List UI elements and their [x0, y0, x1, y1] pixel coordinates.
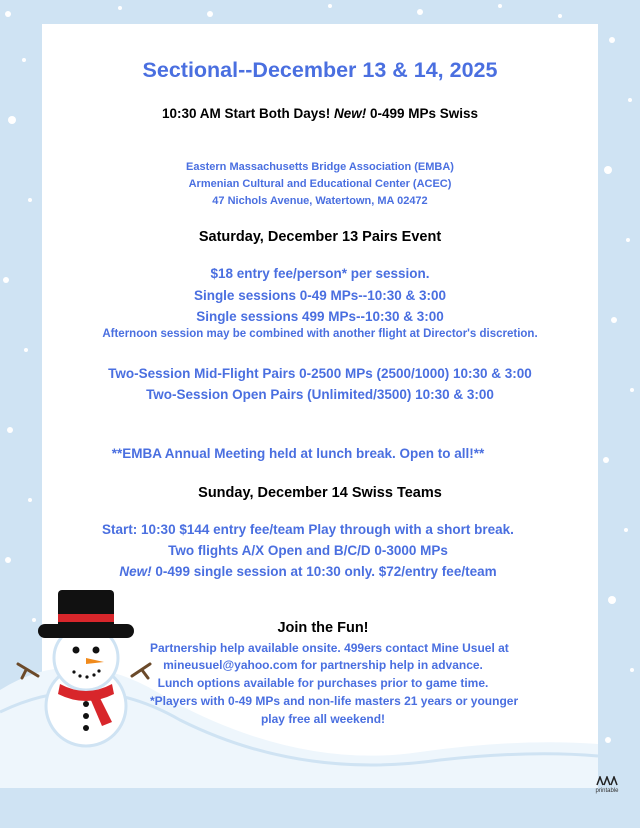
sunday-flights: Two flights A/X Open and B/C/D 0-3000 MPs	[168, 543, 448, 558]
printable-logo	[592, 776, 622, 794]
saturday-open: Two-Session Open Pairs (Unlimited/3500) 10:30 & 3:00	[146, 387, 494, 402]
venue-line2: Armenian Cultural and Educational Center (ACEC)	[188, 178, 452, 190]
join-line5: play free all weekend!	[260, 712, 386, 726]
saturday-midflight: Two-Session Mid-Flight Pairs 0-2500 MPs (2500/1000) 10:30 & 3:00	[108, 366, 532, 381]
venue-line3: 47 Nichols Avenue, Watertown, MA 02472	[212, 195, 428, 207]
logo-text: printable	[595, 788, 619, 794]
join-line2: mineusuel@yahoo.com for partnership help in advance.	[163, 658, 483, 672]
annual-meeting: **EMBA Annual Meeting held at lunch break. Open to all!**	[111, 446, 485, 461]
saturday-session1: Single sessions 0-49 MPs--10:30 & 3:00	[193, 288, 447, 303]
join-line4: *Players with 0-49 MPs and non-life masters 21 years or younger	[150, 694, 519, 708]
sunday-new-rest: 0-499 single session at 10:30 only. $72/entry fee/team	[151, 564, 497, 579]
saturday-heading: Saturday, December 13 Pairs Event	[198, 229, 442, 245]
logo-icon	[596, 776, 618, 786]
subtitle-new: New!	[333, 106, 367, 121]
saturday-fee: $18 entry fee/person* per session.	[210, 266, 430, 281]
subtitle-start: 10:30 AM Start Both Days!	[161, 106, 334, 121]
sunday-start: Start: 10:30 $144 entry fee/team Play through with a short break.	[102, 522, 514, 537]
venue-line1: Eastern Massachusetts Bridge Association (EMBA)	[186, 161, 454, 173]
sunday-new: New!	[119, 564, 152, 579]
join-line1: Partnership help available onsite. 499ers contact Mine Usuel at	[150, 641, 509, 655]
subtitle	[42, 106, 598, 121]
page-title: Sectional--December 13 & 14, 2025	[142, 58, 498, 82]
sunday-heading: Sunday, December 14 Swiss Teams	[198, 485, 442, 501]
join-heading: Join the Fun!	[277, 620, 369, 636]
saturday-note: Afternoon session may be combined with another flight at Director's discretion.	[102, 328, 538, 340]
sunday-new-line	[30, 564, 586, 579]
subtitle-rest: 0-499 MPs Swiss	[366, 106, 479, 121]
join-line3: Lunch options available for purchases prior to game time.	[157, 676, 489, 690]
saturday-session2: Single sessions 499 MPs--10:30 & 3:00	[196, 309, 444, 324]
